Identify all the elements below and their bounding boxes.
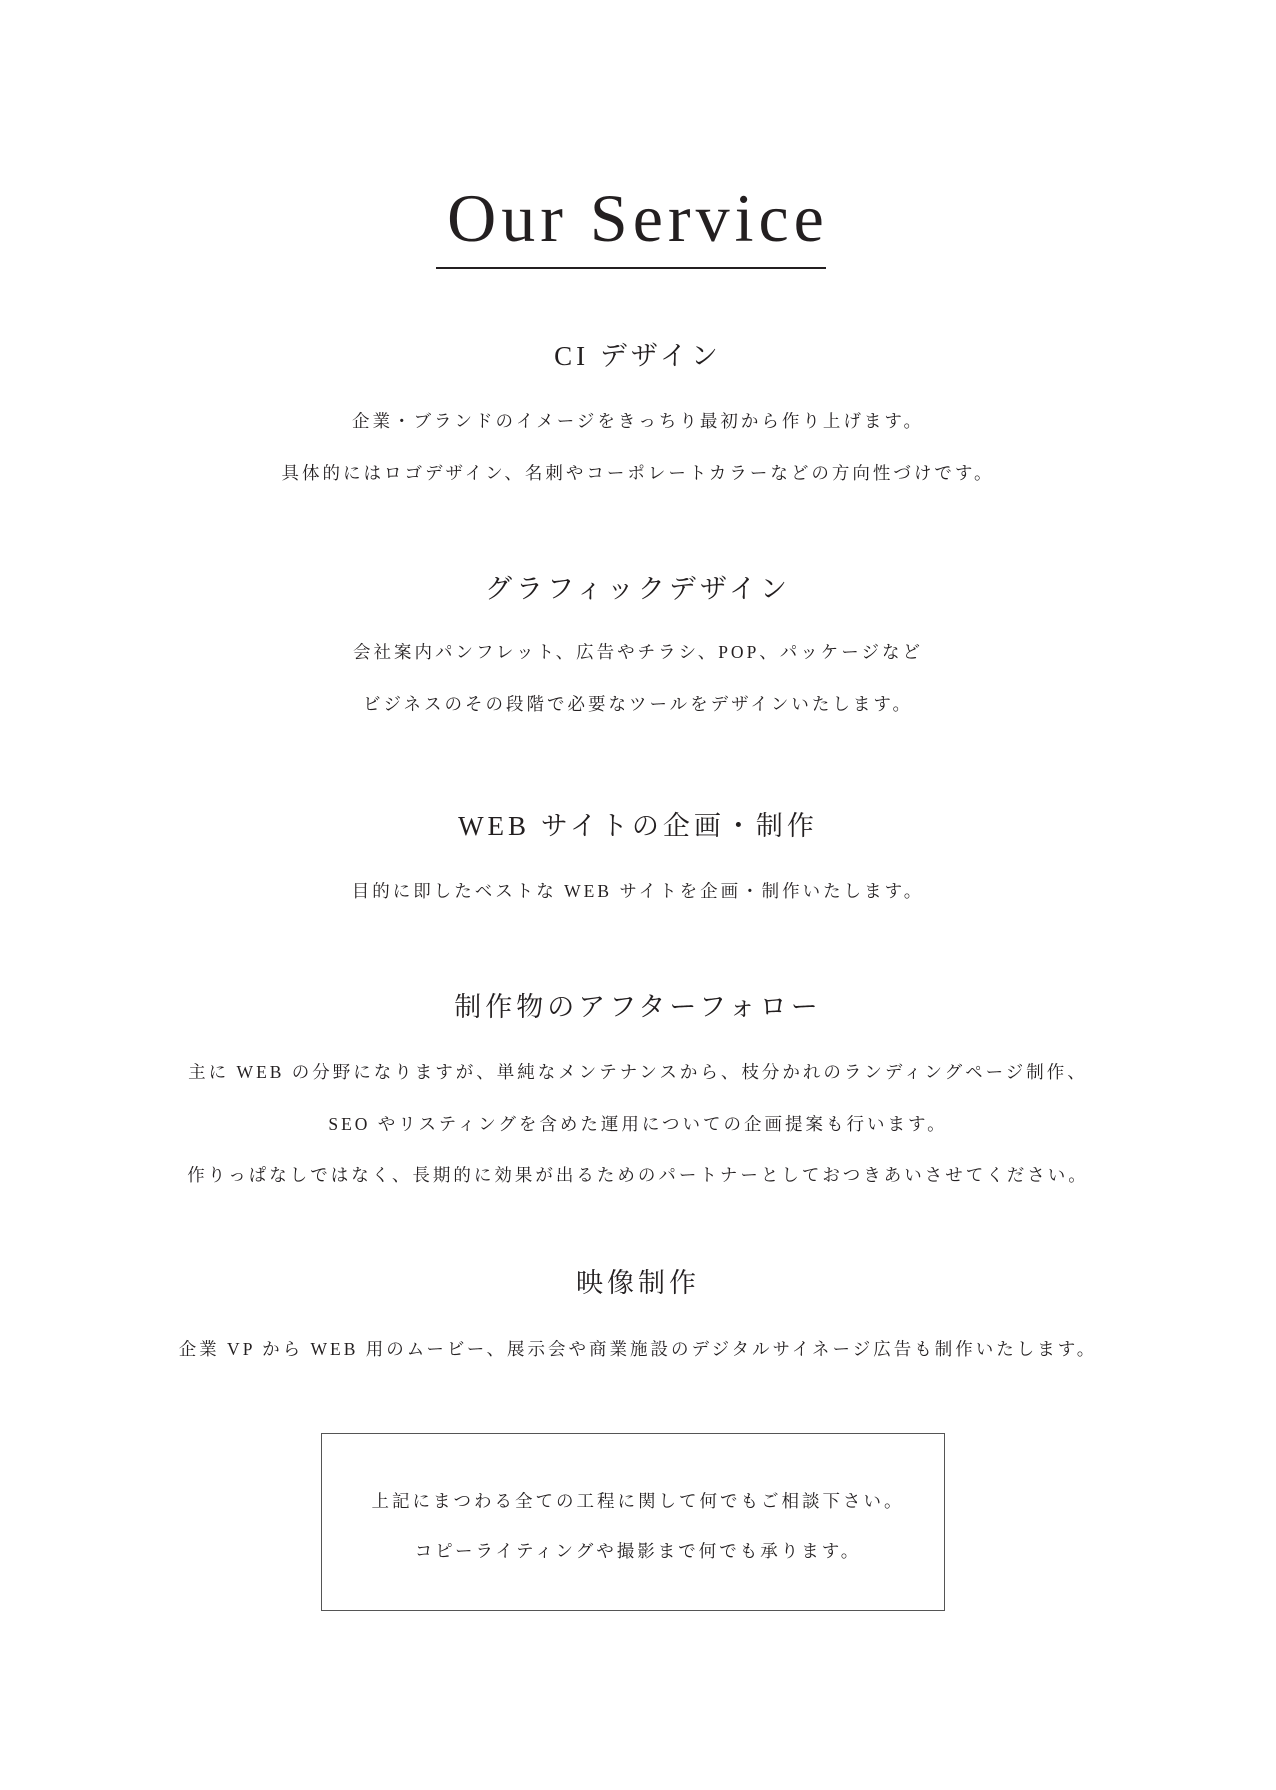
section-text: 作りっぱなしではなく、長期的に効果が出るためのパートナーとしておつきあいさせてください。 — [187, 1165, 1089, 1185]
section-heading-web: WEB サイトの企画・制作 — [458, 811, 818, 841]
page-title: Our Service — [447, 180, 829, 256]
section-text: 企業・ブランドのイメージをきっちり最初から作り上げます。 — [351, 411, 925, 431]
section-text: 主に WEB の分野になりますが、単純なメンテナンスから、枝分かれのランディングページ制作、 — [188, 1062, 1088, 1082]
title-underline — [436, 267, 826, 269]
section-heading-ci: CI デザイン — [554, 341, 722, 371]
section-text: SEO やリスティングを含めた運用についての企画提案も行います。 — [328, 1114, 948, 1134]
section-text: ビジネスのその段階で必要なツールをデザインいたします。 — [363, 694, 913, 714]
section-text: 目的に即したベストな WEB サイトを企画・制作いたします。 — [351, 881, 925, 901]
section-text: 具体的にはロゴデザイン、名刺やコーポレートカラーなどの方向性づけです。 — [281, 463, 995, 483]
notice-text: 上記にまつわる全ての工程に関して何でもご相談下さい。 — [371, 1491, 905, 1511]
notice-box — [321, 1433, 945, 1611]
notice-text: コピーライティングや撮影まで何でも承ります。 — [414, 1541, 862, 1561]
section-heading-afterfollow: 制作物のアフターフォロー — [454, 992, 822, 1022]
section-heading-video: 映像制作 — [576, 1268, 700, 1298]
section-text: 会社案内パンフレット、広告やチラシ、POP、パッケージなど — [353, 642, 923, 662]
section-text: 企業 VP から WEB 用のムービー、展示会や商業施設のデジタルサイネージ広告も制作いたします。 — [178, 1339, 1098, 1359]
section-heading-graphic: グラフィックデザイン — [485, 574, 791, 604]
